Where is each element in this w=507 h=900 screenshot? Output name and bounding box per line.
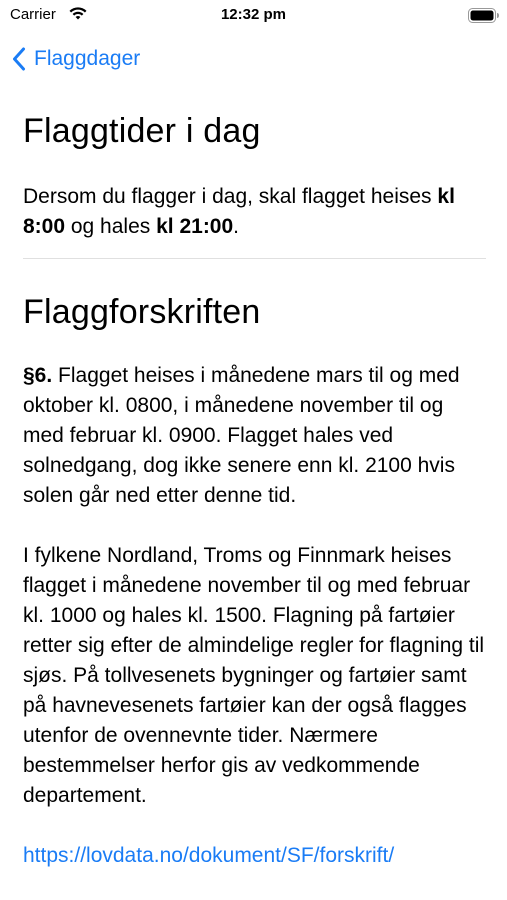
raise-time: kl 8:00 — [23, 185, 455, 238]
lovdata-link[interactable]: https://lovdata.no/dokument/SF/forskrift/ — [23, 844, 395, 867]
back-button[interactable] — [12, 44, 140, 74]
today-text — [23, 182, 486, 242]
clock: 12:32 pm — [220, 6, 287, 23]
back-button-label: Flaggdager — [34, 47, 141, 70]
divider — [23, 258, 486, 259]
regulation-heading: Flaggforskriften — [23, 293, 261, 331]
battery-icon — [468, 8, 500, 27]
today-text-3: . — [233, 215, 240, 238]
today-text-2: og hales — [65, 215, 157, 238]
today-text-1: Dersom du flagger i dag, skal flagget heises — [23, 185, 438, 208]
today-heading: Flaggtider i dag — [23, 112, 261, 150]
lower-time: kl 21:00 — [156, 215, 234, 238]
navigation-bar — [0, 40, 507, 80]
regulation-paragraph-2: I fylkene Nordland, Troms og Finnmark heises flagget i månedene november til og med februar kl. 1000 og hales kl. 1500. Flagning på fartøier retter sig efter de almindelige regler for flagning til sjøs. På tollvesenets bygninger og fartøier samt på havnevesenets fartøier kan der også flagges utenfor de ovennevnte tider. Nærmere bestemmelser herfor gis av vedkommende departement. — [23, 544, 485, 807]
section-label: §6. — [23, 364, 53, 387]
chevron-left-icon — [12, 47, 26, 71]
paragraph-1-text: Flagget heises i månedene mars til og med oktober kl. 0800, i månedene november til og med februar kl. 0900. Flagget hales ved solnedgang, dog ikke senere enn kl. 2100 hvis solen går ned etter denne tid. — [23, 364, 460, 507]
carrier-label: Carrier — [10, 6, 56, 23]
content — [23, 100, 486, 871]
regulation-paragraph-1 — [23, 361, 486, 511]
status-bar — [0, 0, 507, 32]
